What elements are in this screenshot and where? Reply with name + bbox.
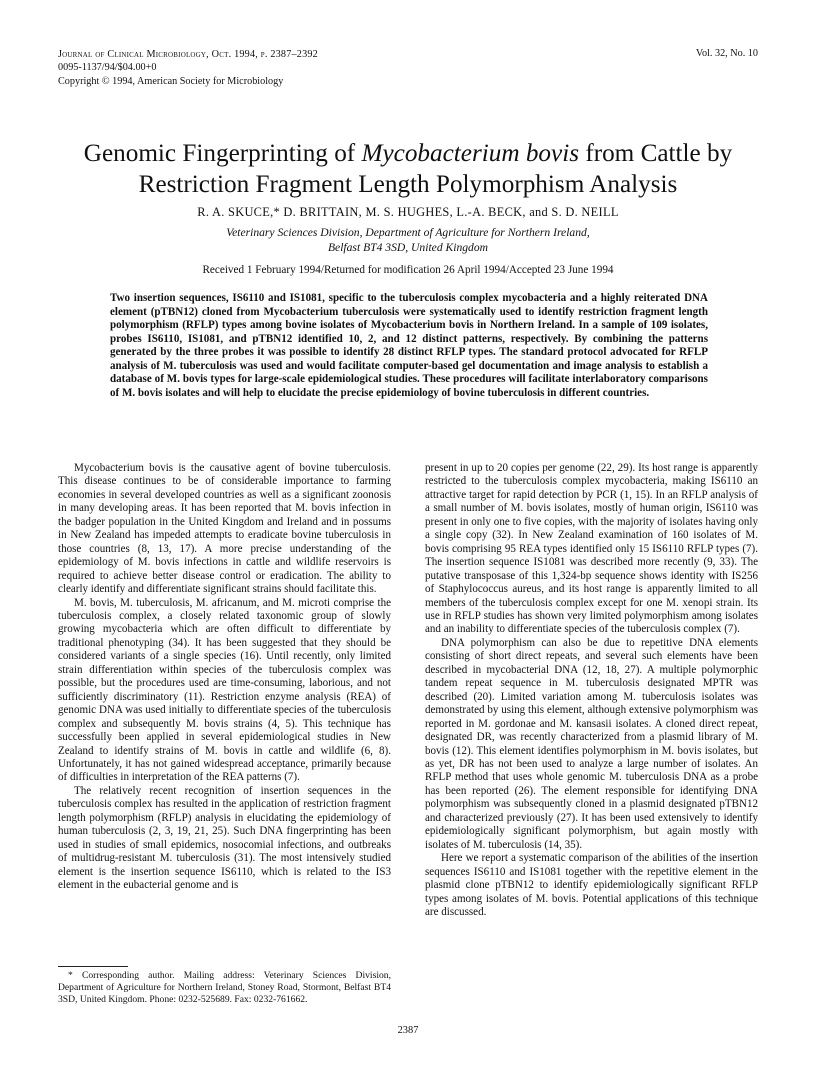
affiliation-line-1: Veterinary Sciences Division, Department of Agriculture for Northern Ireland, (226, 226, 590, 239)
volume-number: Vol. 32, No. 10 (695, 48, 758, 59)
affiliation (58, 225, 758, 255)
article-code: 0095-1137/94/$04.00+0 (58, 62, 157, 74)
title-part-1: Genomic Fingerprinting of (83, 140, 362, 167)
copyright-line: Copyright © 1994, American Society for Microbiology (58, 75, 284, 87)
abstract: Two insertion sequences, IS6110 and IS1081, specific to the tuberculosis complex mycobacteria and a highly reiterated DNA element (pTBN12) cloned from Mycobacterium tuberculosis were systematically used to identify restriction fragment length polymorphism (RFLP) types among bovine isolates of Mycobacterium bovis in Northern Ireland. In a sample of 109 isolates, probes IS6110, IS1081, and pTBN12 identified 10, 2, and 12 distinct patterns, respectively. By combining the patterns generated by the three probes it was possible to identify 28 distinct RFLP types. The standard protocol advocated for RFLP analysis of M. tuberculosis was used and would facilitate computer-based gel documentation and image analysis to establish a database of M. bovis types for large-scale epidemiological studies. These procedures will facilitate interlaboratory comparisons of M. bovis isolates and will help to elucidate the precise epidemiology of bovine tuberculosis in different countries. (110, 292, 708, 399)
body-paragraph: DNA polymorphism can also be due to repetitive DNA elements consisting of short direct repeats, and several such elements have been described in mycobacterial DNA (12, 18, 27). A multiple polymorphic tandem repeat sequence in M. tuberculosis designated MPTR was described (20). Limited variation among M. tuberculosis isolates was demonstrated by using this element, although extensive polymorphism was reported in M. gordonae and M. kansasii isolates. A cloned direct repeat, designated DR, was recently characterized from a plasmid library of M. bovis (12). This element identifies polymorphism in M. bovis isolates, but as yet, DR has not been used to analyze a large number of isolates. An RFLP method that uses whole genomic M. tuberculosis DNA as a probe has been reported (26). The element responsible for identifying DNA polymorphism was subsequently cloned in a plasmid designated pTBN12 and characterized previously (27). It has been used extensively to identify epidemiologically significant polymorphism, but again mostly with isolates of M. tuberculosis (14, 35). (425, 636, 758, 851)
running-header (58, 48, 318, 88)
received-dates: Received 1 February 1994/Returned for modification 26 April 1994/Accepted 23 June 1994 (202, 264, 614, 276)
article-title (58, 138, 758, 200)
corresponding-author-footnote: * Corresponding author. Mailing address: Veterinary Sciences Division, Department of Agriculture for Northern Ireland, Stoney Road, Stormont, Belfast BT4 3SD, United Kingdom. Phone: 0232-525689. Fax: 0232-761662. (58, 970, 391, 1005)
body-paragraph: Mycobacterium bovis is the causative agent of bovine tuberculosis. This disease continues to be of considerable importance to farming economies in several developed countries as well as a significant zoonosis in many developing areas. It has been reported that M. bovis infection in the badger population in the United Kingdom and Ireland and in possums in New Zealand has impeded attempts to eradicate bovine tuberculosis in those countries (8, 13, 17). A more precise understanding of the epidemiology of M. bovis infections in cattle and wildlife reservoirs is required to achieve better disease control or eradication. The ability to clearly identify and differentiate significant strains should facilitate this. (58, 462, 391, 596)
title-italic: Mycobacterium bovis (361, 140, 580, 167)
body-column-right (425, 462, 758, 919)
affiliation-line-2: Belfast BT4 3SD, United Kingdom (327, 241, 489, 254)
title-part-2: from Cattle by Restriction Fragment Length Polymorphism Analysis (138, 140, 733, 198)
journal-citation: Journal of Clinical Microbiology, Oct. 1994, p. 2387–2392 (58, 49, 318, 60)
author-list: R. A. SKUCE,* D. BRITTAIN, M. S. HUGHES, L.-A. BECK, and S. D. NEILL (197, 205, 619, 219)
body-paragraph: Here we report a systematic comparison of the abilities of the insertion sequences IS6110 and IS1081 together with the repetitive element in the plasmid clone pTBN12 to identify epidemiologically significant RFLP types among isolates of M. bovis. Potential applications of this technique are discussed. (425, 852, 758, 918)
page-number: 2387 (397, 1025, 419, 1036)
body-paragraph: present in up to 20 copies per genome (22, 29). Its host range is apparently restricted to the tuberculosis complex mycobacteria, making IS6110 an attractive target for rapid detection by PCR (1, 15). In an RFLP analysis of a small number of M. bovis isolates, mostly of human origin, IS6110 was present in only one to five copies, with the majority of isolates having only a single copy (32). In New Zealand examination of 160 isolates of M. bovis comprising 95 REA types identified only 15 IS6110 RFLP types (7). The insertion sequence IS1081 was described more recently (9, 33). The putative transposase of this 1,324-bp sequence shows identity with IS256 of Staphylococcus aureus, and its host range is apparently limited to all members of the tuberculosis complex except for one M. xenopi strain. Its use in RFLP studies has shown very limited polymorphism among isolates and an inability to differentiate species of the tuberculosis complex (7). (425, 462, 758, 636)
body-paragraph: M. bovis, M. tuberculosis, M. africanum, and M. microti comprise the tuberculosis complex, a closely related taxonomic group of slowly growing mycobacteria which are often difficult to differentiate by traditional phenotyping (34). It has been suggested that they should be considered variants of a single species (16). Until recently, only limited strain differentiation within species of the tuberculosis complex was possible, but the procedures used are time-consuming, laborious, and not sufficiently discriminatory (11). Restriction enzyme analysis (REA) of genomic DNA was used initially to differentiate species of the tuberculosis complex and subsequently M. bovis strains (4, 5). This technique has successfully been applied in several epidemiological studies in New Zealand to identify strains of M. bovis in cattle and wildlife (6, 8). Unfortunately, it has not gained widespread acceptance, primarily because of difficulties in interpretation of the REA patterns (7). (58, 596, 391, 784)
body-paragraph: The relatively recent recognition of insertion sequences in the tuberculosis complex has resulted in the application of restriction fragment length polymorphism (RFLP) analysis in elucidating the epidemiology of human tuberculosis (2, 3, 19, 21, 25). Such DNA fingerprinting has been used in studies of small epidemics, nosocomial infections, and outbreaks of multidrug-resistant M. tuberculosis (31). The most intensively studied element is the insertion sequence IS6110, which is related to the IS3 element in the eubacterial genome and is (58, 784, 391, 892)
footnote-divider (58, 966, 128, 967)
body-column-left (58, 462, 391, 893)
